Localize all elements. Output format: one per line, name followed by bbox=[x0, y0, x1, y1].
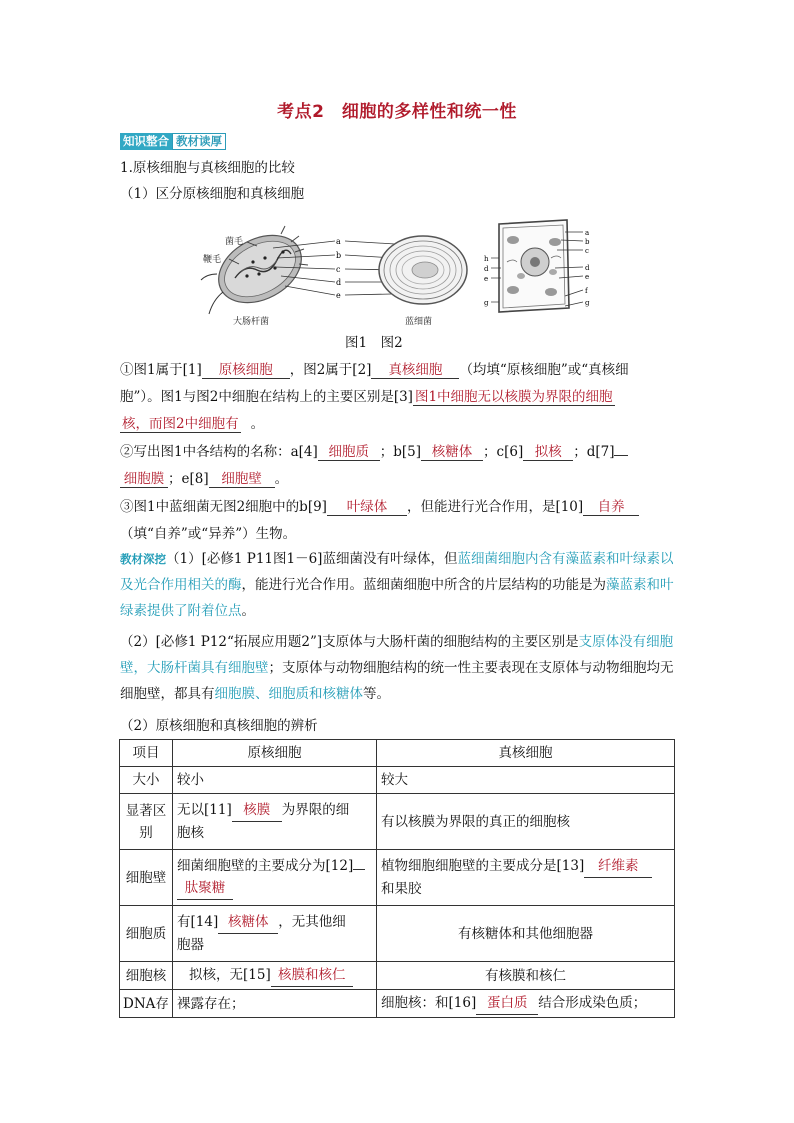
cell-text: 细胞核：和[16] bbox=[381, 995, 477, 1011]
deep-p2d: ；支原体与动物细胞结构的统一性主要表现在支原体与动 bbox=[268, 660, 606, 676]
section-heading-1: 1.原核细胞与真核细胞的比较 bbox=[120, 160, 295, 176]
header-item: 项目 bbox=[120, 740, 173, 767]
deep-p2b: 支原体没 bbox=[578, 634, 633, 650]
q2-text-1: ②写出图1中各结构的名称：a[4] bbox=[120, 444, 318, 460]
letter-e: e bbox=[336, 291, 341, 300]
cell-text: 为界限的细 bbox=[281, 802, 350, 818]
q1-text-3: （均填“原核细胞”或“真核细 bbox=[459, 362, 629, 378]
table-row bbox=[120, 794, 675, 850]
cell-text: 胞核 bbox=[177, 825, 204, 841]
row-wall-prokaryote bbox=[173, 850, 377, 906]
answer-15: 核膜和核仁 bbox=[271, 964, 353, 987]
q1-text-5: 。 bbox=[250, 416, 265, 432]
letter-left-d: d bbox=[484, 265, 489, 273]
q2-text-3: ；c[6] bbox=[483, 444, 524, 460]
comparison-table bbox=[119, 739, 675, 1018]
question-2-line-2 bbox=[120, 467, 288, 488]
caption-ecoli: 大肠杆菌 bbox=[233, 317, 270, 327]
letter-right-a: a bbox=[585, 229, 590, 237]
letter-right-f: f bbox=[585, 287, 588, 295]
deep-p1e: 藻 bbox=[606, 577, 620, 593]
cell-text: 无以[11] bbox=[177, 802, 232, 818]
figure-caption: 图1 图2 bbox=[345, 335, 403, 351]
cell-text: 细菌细胞壁的主要成分为[12] bbox=[177, 858, 354, 874]
row-nucleus-key: 细胞核 bbox=[120, 962, 173, 990]
answer-12: 肽聚糖 bbox=[177, 877, 233, 900]
deep-dive-paragraph-2 bbox=[120, 629, 676, 707]
row-wall-key: 细胞壁 bbox=[120, 850, 173, 906]
plant-cell-illustration bbox=[499, 220, 569, 312]
letter-right-c: c bbox=[585, 247, 589, 255]
cell-text: 植物细胞细胞壁的主要成分是[13] bbox=[381, 858, 585, 874]
deep-dive-label: 教材深挖 bbox=[120, 552, 166, 566]
q2-text-2: ；b[5] bbox=[379, 444, 422, 460]
question-1-line-3 bbox=[120, 412, 264, 433]
row-size-eukaryote: 较大 bbox=[377, 767, 675, 794]
cell-text: 结合形成染色质； bbox=[538, 995, 647, 1011]
header-prokaryote: 原核细胞 bbox=[173, 740, 377, 767]
deep-p2f: 细胞膜、细胞质和核糖体 bbox=[214, 686, 363, 702]
answer-3a: 图1中细胞无以核膜为界限的细胞 bbox=[413, 385, 615, 406]
subheading-1: （1）区分原核细胞和真核细胞 bbox=[120, 186, 305, 202]
answer-16: 蛋白质 bbox=[476, 992, 538, 1015]
cell-figure bbox=[195, 212, 605, 330]
q3-text-1: ③图1中蓝细菌无图2细胞中的b[9] bbox=[120, 499, 327, 515]
q3-text-2: ，但能进行光合作用，是[10] bbox=[406, 499, 584, 515]
page-title: 考点2 细胞的多样性和统一性 bbox=[277, 102, 517, 122]
cell-text: 拟核，无[15] bbox=[189, 967, 271, 983]
answer-1: 原核细胞 bbox=[202, 358, 290, 379]
table-row bbox=[120, 767, 675, 794]
subheading-2: （2）原核细胞和真核细胞的辨析 bbox=[120, 718, 318, 734]
row-dna-eukaryote bbox=[377, 990, 675, 1018]
letter-left-h: h bbox=[484, 255, 489, 263]
letter-right-e: e bbox=[585, 273, 590, 281]
row-cytoplasm-key: 细胞质 bbox=[120, 906, 173, 962]
cell-text: 和果胶 bbox=[381, 881, 422, 897]
row-cytoplasm-prokaryote bbox=[173, 906, 377, 962]
question-1-line-1 bbox=[120, 358, 629, 379]
question-3-line-2: （填“自养”或“异养”）生物。 bbox=[120, 526, 297, 542]
deep-p1a: （1）[必修1 P11图1－6]蓝细菌没有叶绿体，但 bbox=[166, 551, 458, 567]
answer-2: 真核细胞 bbox=[371, 358, 459, 379]
q2-text-6: 。 bbox=[274, 471, 289, 487]
deep-p2e: 物细胞均无细胞壁，都具有 bbox=[120, 660, 674, 702]
q1-text-4: 胞”）。图1与图2中细胞在结构上的主要区别是[3] bbox=[120, 389, 413, 405]
row-size-prokaryote: 较小 bbox=[173, 767, 377, 794]
deep-p1b: 蓝细菌细胞内含有藻蓝素和叶绿 bbox=[457, 551, 647, 567]
deep-p1g: 。 bbox=[241, 603, 255, 619]
q1-text-2: ，图2属于[2] bbox=[289, 362, 372, 378]
letter-right-d: d bbox=[585, 264, 590, 272]
cell-text: 胞器 bbox=[177, 937, 204, 953]
table-row bbox=[120, 906, 675, 962]
letter-a: a bbox=[336, 237, 341, 246]
tag-knowledge: 知识整合 bbox=[120, 133, 172, 150]
table-header-row bbox=[120, 740, 675, 767]
letter-b: b bbox=[336, 251, 342, 260]
cyanobacterium-illustration bbox=[379, 236, 467, 327]
row-size-key: 大小 bbox=[120, 767, 173, 794]
question-3-line-1 bbox=[120, 495, 639, 516]
answer-3b: 核，而图2中细胞有 bbox=[120, 412, 241, 433]
deep-p2g: 等。 bbox=[363, 686, 390, 702]
answer-7: 细胞膜 bbox=[120, 467, 168, 488]
deep-p1c: 素以及光合作用相关的酶 bbox=[120, 551, 674, 593]
letter-d: d bbox=[336, 278, 342, 287]
deep-p1d: ，能进行光合作用。蓝细菌细胞中所含的片层结构的功能是为 bbox=[241, 577, 606, 593]
row-difference-eukaryote: 有以核膜为界限的真正的细胞核 bbox=[377, 794, 675, 850]
caption-cyanobacterium: 蓝细菌 bbox=[405, 317, 433, 327]
table-row bbox=[120, 962, 675, 990]
section-tags bbox=[120, 133, 226, 150]
row-dna-key: DNA存 bbox=[120, 990, 173, 1018]
answer-14: 核糖体 bbox=[218, 911, 278, 934]
answer-4: 细胞质 bbox=[318, 440, 380, 461]
q2-text-5: ；e[8] bbox=[168, 471, 209, 487]
question-2-line-1 bbox=[120, 440, 628, 461]
answer-9: 叶绿体 bbox=[327, 495, 407, 516]
q2-text-4: ；d[7] bbox=[573, 444, 615, 460]
letter-right-g: g bbox=[585, 299, 590, 307]
cell-text: ，无其他细 bbox=[278, 914, 346, 930]
letter-right-b: b bbox=[585, 238, 590, 246]
answer-6: 拟核 bbox=[523, 440, 573, 461]
answer-5: 核糖体 bbox=[421, 440, 483, 461]
answer-8: 细胞壁 bbox=[209, 467, 275, 488]
question-1-line-2 bbox=[120, 385, 615, 406]
row-cytoplasm-eukaryote: 有核糖体和其他细胞器 bbox=[377, 906, 675, 962]
tag-textbook: 教材读厚 bbox=[172, 133, 226, 150]
deep-p2c: 有细胞壁，大肠杆菌具有细胞壁 bbox=[120, 634, 674, 676]
row-dna-prokaryote: 裸露存在； bbox=[173, 990, 377, 1018]
ecoli-illustration bbox=[201, 222, 313, 327]
deep-p2a: （2）[必修1 P12“拓展应用题2”]支原体与大肠杆菌的细胞结构的主要区别是 bbox=[120, 634, 579, 650]
row-nucleus-eukaryote: 有核膜和核仁 bbox=[377, 962, 675, 990]
answer-10: 自养 bbox=[583, 495, 639, 516]
cell-text: 有[14] bbox=[177, 914, 219, 930]
q1-text-1: ①图1属于[1] bbox=[120, 362, 202, 378]
table-row bbox=[120, 850, 675, 906]
row-wall-eukaryote bbox=[377, 850, 675, 906]
row-nucleus-prokaryote bbox=[173, 962, 377, 990]
letter-left-e: e bbox=[484, 275, 489, 283]
label-pili: 菌毛 bbox=[225, 237, 244, 247]
deep-p1f: 蓝素和叶绿素提供了附着位点 bbox=[120, 577, 674, 619]
table-row bbox=[120, 990, 675, 1018]
row-difference-key: 显著区别 bbox=[120, 794, 173, 850]
letter-c: c bbox=[336, 265, 341, 274]
answer-11: 核膜 bbox=[232, 799, 282, 822]
header-eukaryote: 真核细胞 bbox=[377, 740, 675, 767]
row-difference-prokaryote bbox=[173, 794, 377, 850]
label-flagellum: 鞭毛 bbox=[203, 255, 222, 265]
letter-left-g: g bbox=[484, 299, 489, 307]
answer-13: 纤维素 bbox=[584, 855, 652, 878]
deep-dive-paragraph-1 bbox=[120, 546, 676, 624]
